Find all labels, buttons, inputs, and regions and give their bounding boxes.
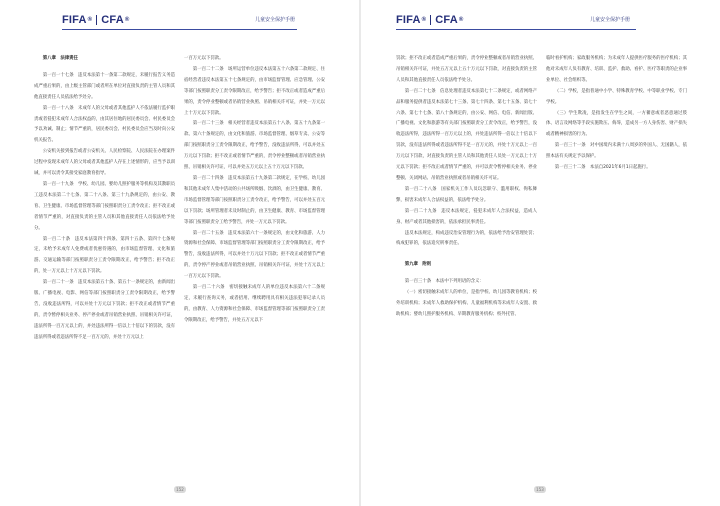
right-page <box>361 0 720 506</box>
header-doc-title: 儿童安全保护手册 <box>590 17 631 23</box>
paragraph: 第一百一十七条 违反本法第十一条第二款规定，未履行报告义务造成严重后果的，由上级主管部门或者所在单位对直接负责的主管人员和其他直接责任人员依法给予处分。 <box>34 72 175 100</box>
logo-registered-mark: ® <box>87 17 93 23</box>
left-page-column-2 <box>184 54 325 327</box>
paragraph: 第一百二十四条 违反本法第五十九条第二款规定，在学校、幼儿园和其他未成年人集中活动的公共场所吸烟、饮酒的，由卫生健康、教育、市场监督管理等部门按照职责分工责令改正，给予警告，可以并处五百元以下罚款；场所管理者未及时制止的，由卫生健康、教育、市场监督管理等部门按照职责分工给予警告，并处一万元以下罚款。 <box>184 175 325 225</box>
paragraph: 第一百二十三条 相关经营者违反本法第五十八条、第五十九条第一款、第六十条规定的，由文化和旅游、市场监督管理、烟草专卖、公安等部门按照职责分工责令限期改正，给予警告，没收违法所得，可以并处五万元以下罚款；拒不改正或者情节严重的，责令停业整顿或者吊销营业执照、吊销相关许可证，可以并处五万元以上五十万元以下罚款。 <box>184 121 325 171</box>
paragraph: （一）密切接触未成年人的单位，是指学校、幼儿园等教育机构；校外培训机构；未成年人救助保护机构、儿童福利机构等未成年人安置、救助机构；婴幼儿照护服务机构、早期教育服务机构；校外托管、 <box>396 290 537 317</box>
paragraph: （三）学生欺凌，是指发生在学生之间，一方蓄意或者恶意通过肢体、语言及网络等手段实施欺压、侮辱，造成另一方人身伤害、财产损失或者精神损害的行为。 <box>546 110 687 138</box>
paragraph: 第一百三十条 本法中下列用语的含义： <box>404 279 484 285</box>
paragraph: 第一百二十八条 国家机关工作人员玩忽职守、滥用职权、徇私舞弊，损害未成年人合法权益的，依法给予处分。 <box>396 186 537 203</box>
logo-fifa-text: FIFA <box>62 14 87 26</box>
logo-registered-mark: ® <box>458 17 464 23</box>
fifa-cfa-logo <box>396 14 464 26</box>
logo-divider <box>96 15 97 25</box>
paragraph: 第一百二十六条 密切接触未成年人的单位违反本法第六十二条规定，未履行查询义务，或者招用、继续聘用具有相关违法犯罪记录人员的，由教育、人力资源和社会保障、市场监督管理等部门按照职责分工责令限期改正，给予警告，并处五万元以下 <box>184 285 325 323</box>
logo-registered-mark: ® <box>124 17 130 23</box>
logo-registered-mark: ® <box>421 17 427 23</box>
paragraph: 第一百二十二条 场所运营单位违反本法第五十六条第二款规定、住宿经营者违反本法第五十七条规定的，由市场监督管理、应急管理、公安等部门按照职责分工责令限期改正，给予警告；拒不改正或者造成严重后果的，责令停业整顿或者吊销营业执照、吊销相关许可证，并处一万元以上十万元以下罚款。 <box>184 66 325 116</box>
paragraph: 第一百二十一条 违反本法第五十条、第五十一条规定的，由新闻出版、广播电视、电影、网信等部门按照职责分工责令限期改正，给予警告，没收违法所得，可以并处十万元以下罚款；拒不改正或者情节严重的，责令暂停相关业务、停产停业或者吊销营业执照、吊销相关许可证，违法所得一百万元以上的，并处违法所得一倍以上十倍以下的罚款，没有违法所得或者违法所得不足一百万元的，并处十万元以上 <box>34 280 175 340</box>
paragraph: 违反本法规定，构成违反治安管理行为的，依法给予治安管理处罚；构成犯罪的，依法追究刑事责任。 <box>396 230 537 247</box>
left-page <box>0 0 359 506</box>
page-number: 153 <box>534 486 546 493</box>
chapter-heading: 第八章 法律责任 <box>42 56 78 61</box>
paragraph: 第一百二十条 违反本法第四十四条、第四十五条、第四十七条规定，未给予未成年人免费或者优惠待遇的，由市场监督管理、文化和旅游、交通运输等部门按照职责分工责令限期改正，给予警告；拒不改正的，处一万元以上十万元以下罚款。 <box>34 236 175 275</box>
paragraph: （二）学校，是指普通中小学、特殊教育学校、中等职业学校、专门学校。 <box>546 88 687 105</box>
header-doc-title: 儿童安全保护手册 <box>255 17 296 23</box>
logo-cfa-text: CFA <box>435 14 458 26</box>
paragraph: 罚款；拒不改正或者造成严重后果的，责令停业整顿或者吊销营业执照、吊销相关许可证，并处五万元以上五十万元以下罚款，对直接负责的主管人员和其他直接责任人员依法给予处分。 <box>396 56 537 83</box>
header-rule <box>62 29 297 30</box>
chapter-heading: 第九章 附则 <box>404 262 432 268</box>
header-rule <box>396 29 636 30</box>
page-number: 152 <box>174 486 186 493</box>
logo-fifa-text: FIFA <box>396 14 421 26</box>
right-page-column-2 <box>546 54 687 174</box>
paragraph: 第一百二十五条 违反本法第六十一条规定的，由文化和旅游、人力资源和社会保障、市场监督管理等部门按照职责分工责令限期改正，给予警告，没收违法所得，可以并处十万元以下罚款；拒不改正或者情节严重的，责令停产停业或者吊销营业执照、吊销相关许可证，并处十万元以上一百万元以下罚款。 <box>184 230 325 280</box>
paragraph: 第一百二十九条 违反本法规定，侵犯未成年人合法权益，造成人身、财产或者其他损害的，依法承担民事责任。 <box>396 208 537 225</box>
paragraph: 第一百一十九条 学校、幼儿园、婴幼儿照护服务等机构及其教职员工违反本法第二十七条、第二十八条、第三十九条规定的，由公安、教育、卫生健康、市场监督管理等部门按照职责分工责令改正；拒不改正或者情节严重的，对直接负责的主管人员和其他直接责任人员依法给予处分。 <box>34 181 175 231</box>
paragraph: 公安机关接到报告或者公安机关、人民检察院、人民法院在办理案件过程中发现未成年人的父母或者其他监护人存在上述情形的，应当予以训诫，并可以责令其接受家庭教育指导。 <box>34 149 175 177</box>
paragraph: 第一百一十八条 未成年人的父母或者其他监护人不依法履行监护职责或者侵犯未成年人合法权益的，由其居住地的居民委员会、村民委员会予以劝诫、制止；情节严重的，居民委员会、村民委员会应当及时向公安机关报告。 <box>34 105 175 144</box>
paragraph: 第一百二十七条 信息处理者违反本法第七十二条规定，或者网络产品和服务提供者违反本法第七十三条、第七十四条、第七十五条、第七十六条、第七十七条、第八十条规定的，由公安、网信、电信、新闻出版、广播电视、文化和旅游等有关部门按照职责分工责令改正，给予警告，没收违法所得，违法所得一百万元以上的，并处违法所得一倍以上十倍以下罚款，没有违法所得或者违法所得不足一百万元的，并处十万元以上一百万元以下罚款，对直接负责的主管人员和其他责任人员处一万元以上十万元以下罚款；拒不改正或者情节严重的，并可以责令暂停相关业务、停业整顿、关闭网站、吊销营业执照或者吊销相关许可证。 <box>396 88 537 181</box>
paragraph: 临时看护机构；家政服务机构；为未成年人提供医疗服务的医疗机构；其他对未成年人负有教育、培训、监护、救助、看护、医疗等职责的企业事业单位、社会组织等。 <box>546 56 687 83</box>
right-page-column-1 <box>396 54 537 321</box>
paragraph: 一百万元以下罚款。 <box>184 56 224 61</box>
paragraph: 第一百三十二条 本法自2021年6月1日起施行。 <box>554 165 651 171</box>
logo-cfa-text: CFA <box>101 14 124 26</box>
paragraph: 第一百三十一条 对中国境内未满十八周岁的外国人、无国籍人，依照本法有关规定予以保护。 <box>546 143 687 160</box>
logo-divider <box>430 15 431 25</box>
fifa-cfa-logo <box>62 14 130 26</box>
left-page-column-1 <box>34 54 175 344</box>
